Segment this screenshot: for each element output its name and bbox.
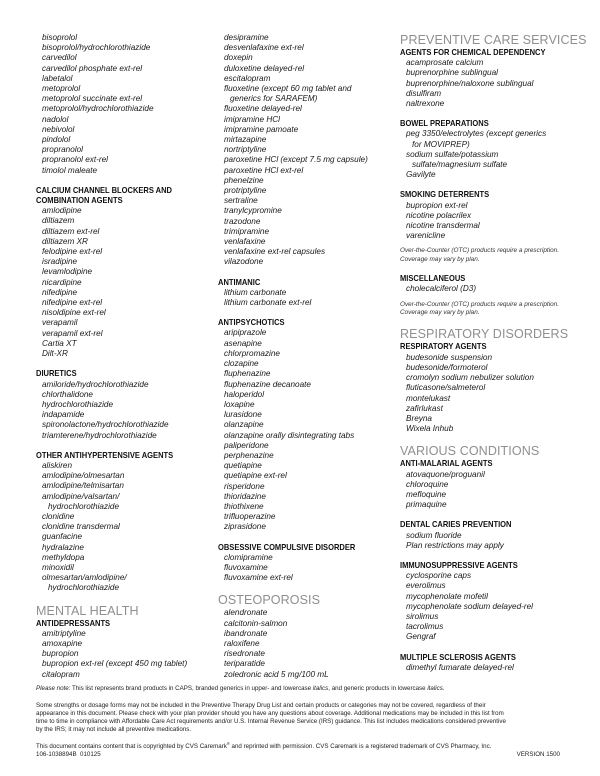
drug-item: disulfiram [406, 88, 442, 98]
subheading: COMBINATION AGENTS [36, 196, 123, 206]
version-label: VERSION 1500 [516, 751, 560, 758]
drug-item: indapamide [42, 410, 85, 420]
drug-item: sodium sulfate/potassium [406, 149, 499, 159]
drug-item: nicardipine [42, 277, 82, 287]
drug-item: teriparatide [224, 659, 265, 669]
drug-item: fluvoxamine [224, 562, 268, 572]
drug-item: hydrochlorothiazide [48, 583, 120, 593]
drug-item: desipramine [224, 33, 269, 42]
disclaimer-line: by the IRS; it may not include all preventive medications. [36, 726, 192, 733]
beta-blockers-continued-group [36, 33, 214, 176]
drug-item: Wixela Inhub [406, 424, 454, 434]
drug-item: imipramine pamoate [224, 124, 299, 134]
drug-item: paroxetine HCl ext-rel [224, 165, 304, 175]
drug-item: ibandronate [224, 628, 268, 638]
drug-item: quetiapine ext-rel [224, 471, 287, 481]
drug-item: atovaquone/proguanil [406, 469, 485, 479]
bowel-preparations-group [400, 119, 580, 180]
drug-item: cromolyn sodium nebulizer solution [406, 373, 534, 383]
drug-item: levamlodipine [42, 267, 93, 277]
miscellaneous-group [400, 274, 580, 294]
drug-item: primaquine [406, 500, 447, 510]
column-1 [36, 33, 214, 690]
drug-item: bisoprolol/hydrochlorothiazide [42, 43, 151, 53]
subheading: DENTAL CARIES PREVENTION [400, 520, 512, 530]
drug-item: naltrexone [406, 99, 445, 109]
drug-item: thiothixene [224, 501, 264, 511]
drug-item: metoprolol [42, 84, 81, 94]
column-2 [218, 33, 396, 690]
drug-item: trazodone [224, 216, 261, 226]
drug-item: chlorthalidone [42, 389, 93, 399]
drug-item: paroxetine HCl (except 7.5 mg capsule) [224, 155, 368, 165]
drug-item: zoledronic acid 5 mg/100 mL [224, 669, 329, 679]
drug-list [218, 33, 396, 268]
drug-item: sodium fluoride [406, 530, 462, 540]
drug-item: carvedilol phosphate ext-rel [42, 63, 143, 73]
drug-item: varenicline [406, 231, 446, 241]
drug-list [218, 328, 396, 532]
note-line: Over-the-Counter (OTC) products require a prescription. [400, 300, 559, 308]
drug-item: olanzapine [224, 420, 264, 430]
subheading: BOWEL PREPARATIONS [400, 119, 489, 129]
mental-health-section [36, 604, 214, 680]
drug-item: sirolimus [406, 611, 439, 621]
coverage-disclaimer [36, 702, 566, 734]
copyright-text: This document contains content that is copyrighted by CVS Caremark [36, 743, 227, 750]
drug-list [400, 201, 580, 242]
note-italics: italics [427, 685, 443, 692]
drug-item: amiloride/hydrochlorothiazide [42, 379, 149, 389]
footer [36, 685, 566, 759]
ocd-group [218, 543, 396, 584]
drug-item: buprenorphine sublingual [406, 68, 498, 78]
drug-item: verapamil ext-rel [42, 328, 103, 338]
drug-item: amlodipine [42, 206, 82, 216]
drug-item: carvedilol [42, 53, 77, 63]
copyright-text: and reprinted with permission. CVS Caremark is a registered trademark of CVS Pharmacy, Inc. [229, 743, 492, 750]
drug-item: duloxetine delayed-rel [224, 63, 305, 73]
note-italics: italics [312, 685, 329, 692]
drug-item: nadolol [42, 114, 69, 124]
drug-item: mefloquine [406, 489, 447, 499]
antimanic-group [218, 278, 396, 309]
drug-item: hydralazine [42, 542, 84, 552]
drug-item: trimipramine [224, 226, 270, 236]
drug-item: guanfacine [42, 532, 83, 542]
drug-item: loxapine [224, 399, 255, 409]
drug-item: nicotine transdermal [406, 221, 480, 231]
drug-item: fluphenazine [224, 369, 271, 379]
drug-item: cyclosporine caps [406, 571, 472, 581]
drug-item: risperidone [224, 481, 265, 491]
drug-item: bupropion ext-rel (except 450 mg tablet) [42, 659, 188, 669]
drug-item: lurasidone [224, 410, 262, 420]
drug-item: fluvoxamine ext-rel [224, 573, 293, 583]
subheading: ANTIDEPRESSANTS [36, 618, 111, 628]
subheading: AGENTS FOR CHEMICAL DEPENDENCY [400, 48, 546, 57]
subheading: SMOKING DETERRENTS [400, 190, 490, 200]
please-note-paragraph [36, 685, 566, 693]
drug-list [400, 58, 580, 109]
subheading: CALCIUM CHANNEL BLOCKERS AND [36, 185, 173, 195]
drug-item: olanzapine orally disintegrating tabs [224, 430, 355, 440]
drug-item: timolol maleate [42, 165, 98, 175]
note-line: Over-the-Counter (OTC) products require a prescription. [400, 247, 559, 255]
respiratory-disorders-section [400, 327, 580, 434]
otc-coverage-note [400, 301, 580, 318]
note-text: , and generic products in lowercase [328, 685, 428, 692]
antidepressants-continued-group [218, 33, 396, 268]
subheading: MISCELLANEOUS [400, 274, 466, 284]
drug-item: tacrolimus [406, 622, 444, 632]
drug-item: budesonide/formoterol [406, 362, 488, 372]
category-heading: VARIOUS CONDITIONS [400, 443, 540, 459]
drug-item: trifluoperazine [224, 512, 276, 522]
drug-list [36, 206, 214, 359]
drug-item: buprenorphine/naloxone sublingual [406, 78, 534, 88]
drug-item: isradipine [42, 257, 78, 267]
note-line: Coverage may vary by plan. [400, 309, 480, 317]
drug-item: asenapine [224, 338, 262, 348]
drug-item: chloroquine [406, 479, 449, 489]
drug-list [218, 288, 396, 308]
drug-item: minoxidil [42, 562, 74, 572]
drug-item: perphenazine [224, 450, 274, 460]
category-heading: MENTAL HEALTH [36, 602, 139, 618]
drug-item: propranolol ext-rel [42, 155, 108, 165]
drug-item: diltiazem XR [42, 236, 88, 246]
drug-item: nebivolol [42, 124, 75, 134]
drug-item: venlafaxine [224, 237, 266, 247]
drug-item: aliskiren [42, 460, 73, 470]
disclaimer-line: Some strengths or dosage forms may not be included in the Preventive Therapy Drug List and certain products or categories may not be covered, regardless of their [36, 702, 486, 709]
note-text: . [442, 685, 445, 692]
drug-list [218, 608, 396, 679]
drug-list [36, 461, 214, 594]
drug-item: propranolol [42, 145, 83, 155]
drug-item: nifedipine ext-rel [42, 298, 103, 308]
other-antihypertensive-group [36, 451, 214, 594]
subheading: ANTIMANIC [218, 277, 261, 287]
drug-item: methyldopa [42, 552, 85, 562]
drug-item: tranylcypromine [224, 206, 282, 216]
drug-item: risedronate [224, 649, 265, 659]
drug-item: nifedipine [42, 287, 78, 297]
drug-item: clozapine [224, 359, 259, 369]
drug-item: hydrochlorothiazide [48, 501, 120, 511]
drug-item: metoprolol succinate ext-rel [42, 94, 143, 104]
calcium-channel-blockers-group [36, 186, 214, 359]
drug-item: amlodipine/olmesartan [42, 471, 125, 481]
drug-item: desvenlafaxine ext-rel [224, 43, 304, 53]
osteoporosis-section [218, 593, 396, 679]
drug-item: triamterene/hydrochlorothiazide [42, 430, 157, 440]
drug-item: mirtazapine [224, 135, 267, 145]
drug-list [400, 663, 580, 673]
drug-list [36, 33, 214, 176]
drug-item: fluphenazine decanoate [224, 379, 311, 389]
drug-item: vilazodone [224, 257, 264, 267]
drug-item: Dilt-XR [42, 349, 68, 359]
drug-item: Gavilyte [406, 170, 436, 180]
drug-item: imipramine HCl [224, 114, 280, 124]
document-codes [36, 751, 566, 759]
category-heading: OSTEOPOROSIS [218, 592, 321, 608]
drug-item: phenelzine [224, 175, 264, 185]
drug-item: bisoprolol [42, 33, 78, 42]
drug-item: for MOVIPREP) [412, 139, 470, 149]
drug-item: thioridazine [224, 491, 266, 501]
note-label: Please note: [36, 685, 71, 692]
drug-item: Gengraf [406, 632, 436, 642]
drug-item: escitalopram [224, 73, 271, 83]
drug-item: citalopram [42, 669, 80, 679]
drug-item: clonidine [42, 511, 75, 521]
registered-mark: ® [226, 740, 230, 746]
multiple-sclerosis-group [400, 653, 580, 673]
drug-item: amitriptyline [42, 628, 86, 638]
drug-item: raloxifene [224, 638, 260, 648]
drug-item: hydrochlorothiazide [42, 399, 114, 409]
drug-item: lithium carbonate [224, 287, 287, 297]
drug-item: zafirlukast [406, 403, 443, 413]
subheading: ANTIPSYCHOTICS [218, 318, 285, 328]
otc-coverage-note [400, 247, 580, 264]
drug-item: mycophenolate sodium delayed-rel [406, 601, 533, 611]
copyright-notice [36, 740, 566, 751]
drug-list [218, 553, 396, 584]
drug-list [400, 531, 580, 551]
drug-item: protriptyline [224, 186, 267, 196]
document-code: 106-1038894B 010125 [36, 751, 101, 758]
drug-list [36, 629, 214, 680]
plan-restriction-note: Plan restrictions may apply [406, 540, 504, 550]
drug-item: sulfate/magnesium sulfate [412, 160, 508, 170]
drug-item: spironolactone/hydrochlorothiazide [42, 420, 169, 430]
note-text: This list represents brand products in CAPS, branded generics in upper- and lowercase [70, 685, 313, 692]
subheading: IMMUNOSUPPRESSIVE AGENTS [400, 560, 518, 570]
drug-item: labetalol [42, 73, 73, 83]
drug-item: amlodipine/telmisartan [42, 481, 124, 491]
column-3 [400, 32, 587, 683]
drug-item: sertraline [224, 196, 258, 206]
subheading: OBSESSIVE COMPULSIVE DISORDER [218, 542, 356, 552]
drug-item: amoxapine [42, 638, 83, 648]
drug-item: clomipramine [224, 552, 273, 562]
drug-item: mycophenolate mofetil [406, 591, 488, 601]
drug-item: fluoxetine (except 60 mg tablet and [224, 84, 352, 94]
subheading: MULTIPLE SCLEROSIS AGENTS [400, 652, 516, 662]
drug-item: haloperidol [224, 389, 265, 399]
drug-item: chlorpromazine [224, 348, 280, 358]
drug-item: clonidine transdermal [42, 522, 120, 532]
drug-item: everolimus [406, 581, 446, 591]
drug-item: verapamil [42, 318, 78, 328]
drug-item: Breyna [406, 413, 432, 423]
drug-item: felodipine ext-rel [42, 247, 103, 257]
drug-item: fluoxetine delayed-rel [224, 104, 302, 114]
preventive-care-section [400, 32, 587, 109]
drug-item: fluticasone/salmeterol [406, 383, 486, 393]
drug-item: quetiapine [224, 461, 262, 471]
drug-list [400, 470, 580, 511]
immunosuppressive-group [400, 561, 580, 643]
drug-item: peg 3350/electrolytes (except generics [406, 129, 547, 139]
drug-item: aripiprazole [224, 328, 267, 338]
drug-item: alendronate [224, 608, 268, 618]
drug-item: dimethyl fumarate delayed-rel [406, 662, 514, 672]
drug-item: diltiazem ext-rel [42, 226, 100, 236]
drug-item: diltiazem [42, 216, 75, 226]
drug-item: amlodipine/valsartan/ [42, 491, 120, 501]
drug-item: generics for SARAFEM) [230, 94, 318, 104]
drug-item: paliperidone [224, 440, 269, 450]
drug-list [36, 380, 214, 441]
smoking-deterrents-group [400, 190, 580, 241]
drug-item: budesonide suspension [406, 352, 493, 362]
drug-item: bupropion ext-rel [406, 200, 468, 210]
drug-item: Cartia XT [42, 338, 77, 348]
drug-item: montelukast [406, 393, 451, 403]
various-conditions-section [400, 444, 580, 510]
note-line: Coverage may vary by plan. [400, 255, 480, 263]
drug-list [400, 284, 580, 294]
drug-item: acamprosate calcium [406, 58, 484, 68]
drug-item: doxepin [224, 53, 253, 63]
category-heading: PREVENTIVE CARE SERVICES [400, 32, 587, 47]
subheading: DIURETICS [36, 369, 77, 379]
drug-item: olmesartan/amlodipine/ [42, 573, 127, 583]
dental-caries-group [400, 520, 580, 551]
drug-item: nicotine polacrilex [406, 210, 472, 220]
drug-list [400, 571, 580, 642]
category-heading: RESPIRATORY DISORDERS [400, 326, 569, 342]
subheading: ANTI-MALARIAL AGENTS [400, 459, 493, 469]
drug-item: nortriptyline [224, 145, 267, 155]
drug-item: nisoldipine ext-rel [42, 308, 106, 318]
subheading: OTHER ANTIHYPERTENSIVE AGENTS [36, 450, 174, 460]
antipsychotics-group [218, 318, 396, 532]
drug-item: ziprasidone [224, 522, 266, 532]
drug-item: venlafaxine ext-rel capsules [224, 247, 326, 257]
drug-item: bupropion [42, 649, 79, 659]
drug-list [400, 353, 580, 435]
drug-item: pindolol [42, 135, 71, 145]
drug-list [400, 129, 580, 180]
drug-item: lithium carbonate ext-rel [224, 298, 312, 308]
disclaimer-line: appearance in this document. Please check with your plan provider should you have any questions about coverage. Additional medications may be included in this list from [36, 710, 504, 717]
subheading: RESPIRATORY AGENTS [400, 342, 487, 352]
diuretics-group [36, 369, 214, 440]
drug-item: cholecalciferol (D3) [406, 284, 477, 294]
disclaimer-line: time to time in compliance with Affordable Care Act requirements and/or U.S. Internal Revenue Service (IRS) guidance. This list includes medications considered preventive [36, 718, 506, 725]
drug-item: calcitonin-salmon [224, 618, 288, 628]
drug-item: metoprolol/hydrochlorothiazide [42, 104, 154, 114]
